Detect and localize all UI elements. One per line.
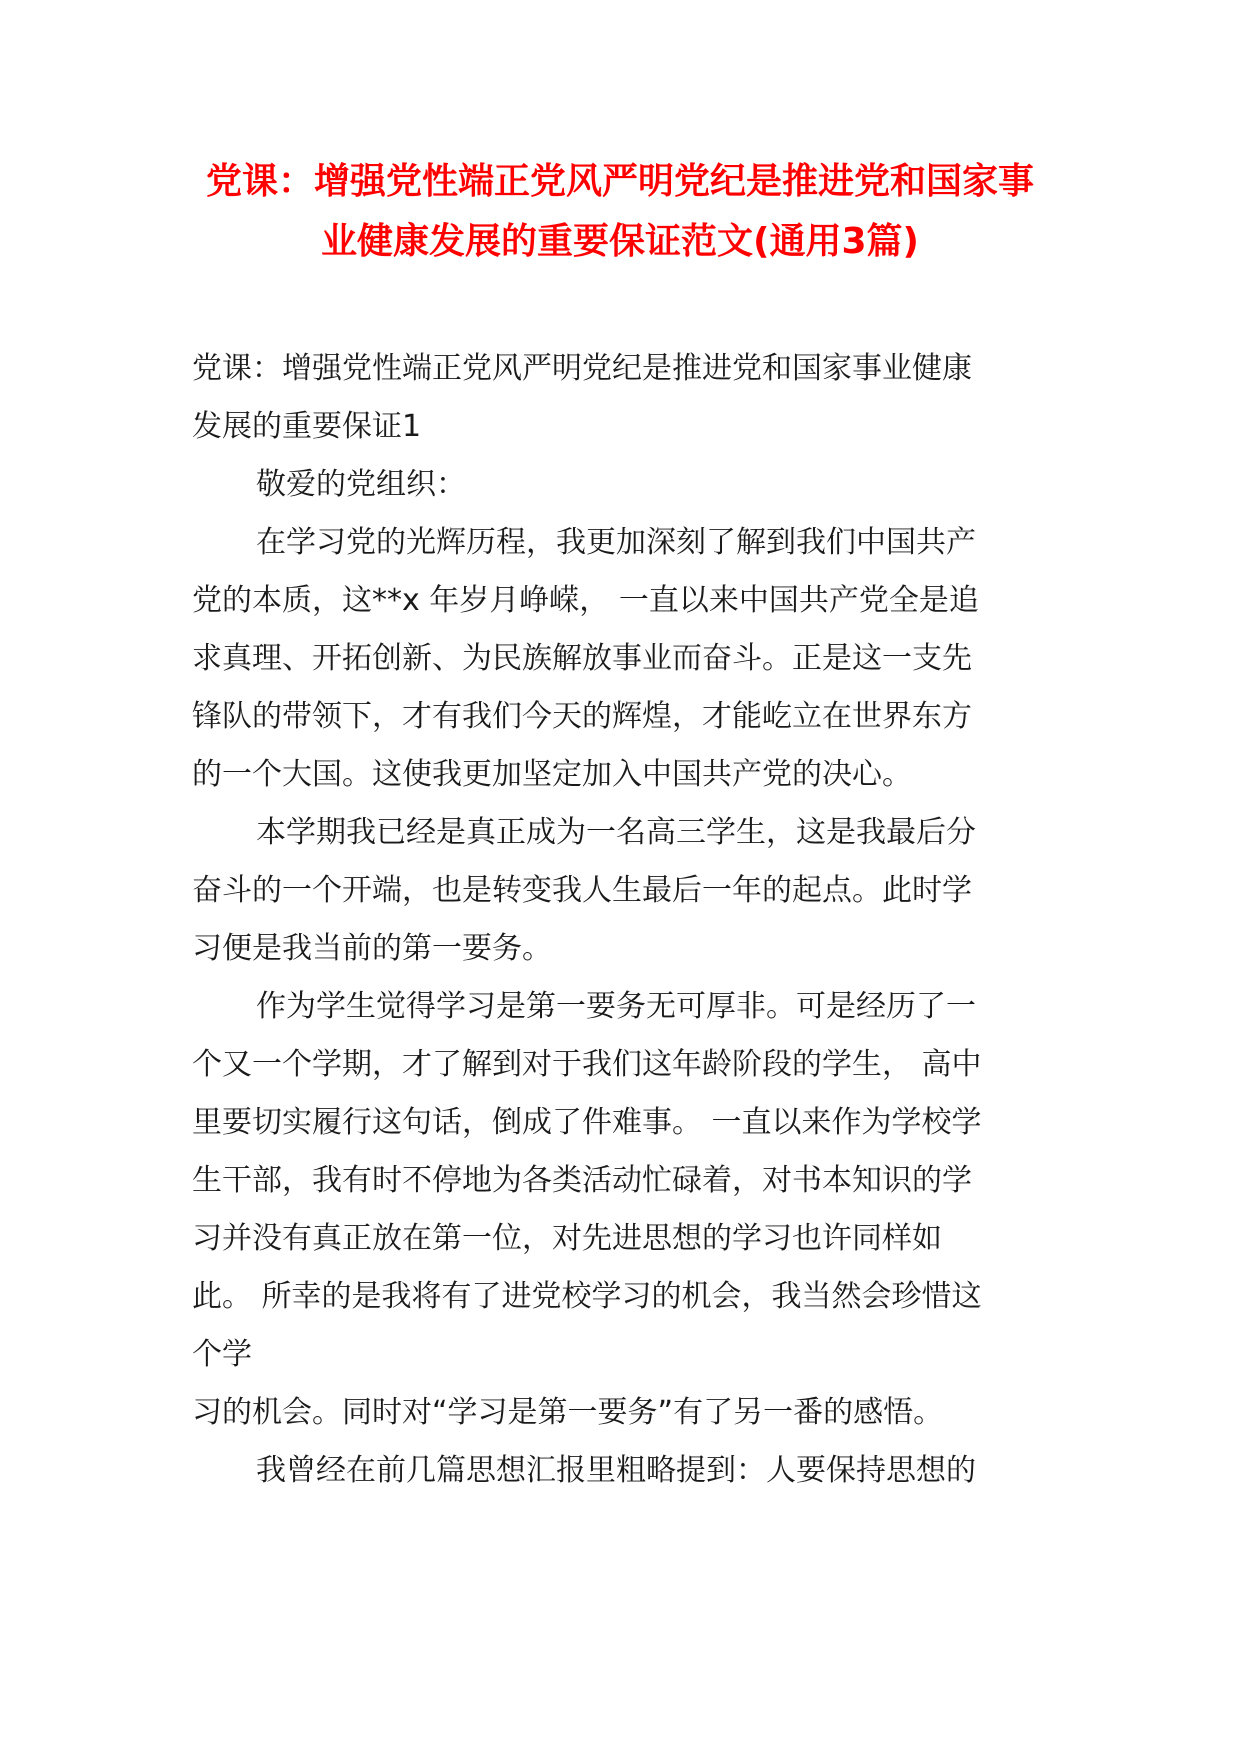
section-heading-line-1: 党课：增强党性端正党风严明党纪是推进党和国家事业健康 — [192, 351, 972, 386]
paragraph-3-line-3: 里要切实履行这句话，倒成了件难事。 一直以来作为学校学 — [192, 1105, 982, 1140]
paragraph-2-line-2: 奋斗的一个开端，也是转变我人生最后一年的起点。此时学 — [192, 873, 972, 908]
section-heading-line-2: 发展的重要保证1 — [192, 409, 422, 444]
paragraph-3-line-6: 此。 所幸的是我将有了进党校学习的机会，我当然会珍惜这 — [192, 1279, 982, 1314]
paragraph-3-line-2: 个又一个学期，才了解到对于我们这年龄阶段的学生， 高中 — [192, 1047, 982, 1082]
paragraph-1-line-5: 的一个大国。这使我更加坚定加入中国共产党的决心。 — [192, 757, 912, 792]
paragraph-3-line-4: 生干部，我有时不停地为各类活动忙碌着，对书本知识的学 — [192, 1163, 972, 1198]
paragraph-3-line-5: 习并没有真正放在第一位，对先进思想的学习也许同样如 — [192, 1221, 942, 1256]
paragraph-3-line-8: 习的机会。同时对“学习是第一要务”有了另一番的感悟。 — [192, 1395, 944, 1430]
paragraph-1-line-2: 党的本质，这**x 年岁月峥嵘， 一直以来中国共产党全是追 — [192, 583, 979, 618]
paragraph-1-line-4: 锋队的带领下，才有我们今天的辉煌，才能屹立在世界东方 — [192, 699, 972, 734]
paragraph-1-line-1: 在学习党的光辉历程，我更加深刻了解到我们中国共产 — [256, 525, 976, 560]
paragraph-4-line-1: 我曾经在前几篇思想汇报里粗略提到：人要保持思想的 — [256, 1453, 976, 1488]
paragraph-3-line-1: 作为学生觉得学习是第一要务无可厚非。可是经历了一 — [256, 989, 976, 1024]
document-title — [160, 152, 1080, 272]
title-line-2: 业健康发展的重要保证范文(通用3篇) — [321, 221, 919, 262]
paragraph-3-line-7: 个学 — [192, 1337, 252, 1372]
title-line-1: 党课：增强党性端正党风严明党纪是推进党和国家事 — [205, 161, 1034, 202]
paragraph-2-line-1: 本学期我已经是真正成为一名高三学生，这是我最后分 — [256, 815, 976, 850]
paragraph-1-line-3: 求真理、开拓创新、为民族解放事业而奋斗。正是这一支先 — [192, 641, 972, 676]
salutation: 敬爱的党组织： — [256, 467, 466, 502]
document-body — [192, 340, 1092, 1500]
paragraph-2-line-3: 习便是我当前的第一要务。 — [192, 931, 552, 966]
